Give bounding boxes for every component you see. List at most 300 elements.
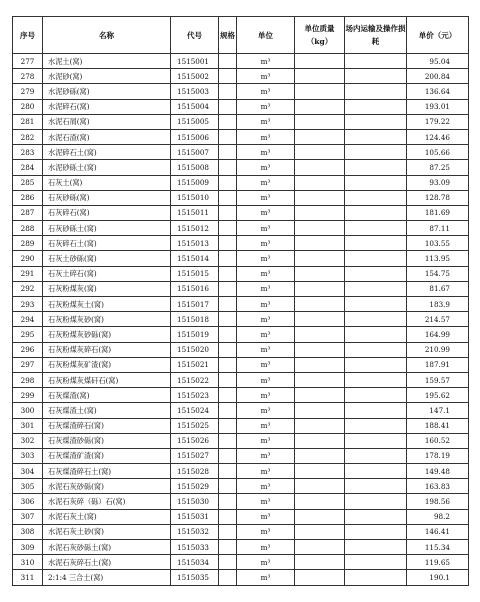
row-code: 1515018: [171, 312, 219, 327]
row-price: 115.34: [407, 540, 469, 555]
row-no: 301: [13, 418, 43, 433]
row-spec: [219, 312, 237, 327]
header-no: 序号: [13, 17, 43, 54]
row-spec: [219, 190, 237, 205]
row-spec: [219, 418, 237, 433]
row-price: 198.56: [407, 494, 469, 509]
row-spec: [219, 205, 237, 220]
row-code: 1515010: [171, 190, 219, 205]
row-name: 石灰土碎石(窝): [43, 266, 171, 281]
row-unit: m³: [237, 570, 295, 585]
row-code: 1515015: [171, 266, 219, 281]
row-code: 1515011: [171, 205, 219, 220]
row-mass: [295, 540, 345, 555]
row-spec: [219, 433, 237, 448]
row-name: 石灰碎石(窝): [43, 205, 171, 220]
row-no: 281: [13, 114, 43, 129]
row-code: 1515013: [171, 236, 219, 251]
row-price: 200.84: [407, 69, 469, 84]
table-row: [13, 524, 469, 539]
row-loss: [345, 297, 407, 312]
row-price: 124.46: [407, 129, 469, 144]
row-no: 310: [13, 555, 43, 570]
row-mass: [295, 357, 345, 372]
header-code: 代号: [171, 17, 219, 54]
row-code: 1515034: [171, 555, 219, 570]
row-no: 278: [13, 69, 43, 84]
row-name: 水泥石灰土砂(窝): [43, 524, 171, 539]
row-loss: [345, 555, 407, 570]
row-spec: [219, 524, 237, 539]
row-code: 1515028: [171, 464, 219, 479]
row-loss: [345, 357, 407, 372]
row-loss: [345, 84, 407, 99]
table-row: [13, 403, 469, 418]
row-no: 298: [13, 372, 43, 387]
row-name: 水泥石灰碎（砾）石(窝): [43, 494, 171, 509]
row-unit: m³: [237, 236, 295, 251]
table-row: [13, 327, 469, 342]
row-name: 石灰煤渣矿渣(窝): [43, 448, 171, 463]
table-row: [13, 129, 469, 144]
table-row: [13, 297, 469, 312]
material-price-table: [12, 16, 469, 586]
row-price: 87.25: [407, 160, 469, 175]
row-no: 287: [13, 205, 43, 220]
row-name: 水泥砂(窝): [43, 69, 171, 84]
row-unit: m³: [237, 555, 295, 570]
row-price: 181.69: [407, 205, 469, 220]
row-mass: [295, 312, 345, 327]
row-name: 石灰粉煤灰煤矸石(窝): [43, 372, 171, 387]
row-name: 石灰土砂砾(窝): [43, 251, 171, 266]
row-mass: [295, 479, 345, 494]
row-unit: m³: [237, 327, 295, 342]
row-no: 304: [13, 464, 43, 479]
row-mass: [295, 99, 345, 114]
row-mass: [295, 69, 345, 84]
table-row: [13, 388, 469, 403]
row-code: 1515023: [171, 388, 219, 403]
row-mass: [295, 418, 345, 433]
header-unit: 单位: [237, 17, 295, 54]
table-row: [13, 555, 469, 570]
table-row: [13, 84, 469, 99]
row-loss: [345, 433, 407, 448]
row-name: 石灰砂砾土(窝): [43, 221, 171, 236]
row-unit: m³: [237, 403, 295, 418]
row-spec: [219, 297, 237, 312]
row-mass: [295, 160, 345, 175]
row-price: 103.55: [407, 236, 469, 251]
row-price: 187.91: [407, 357, 469, 372]
row-unit: m³: [237, 175, 295, 190]
row-loss: [345, 54, 407, 69]
table-row: [13, 418, 469, 433]
row-name: 水泥石屑(窝): [43, 114, 171, 129]
row-no: 286: [13, 190, 43, 205]
row-spec: [219, 327, 237, 342]
row-spec: [219, 570, 237, 585]
row-price: 159.57: [407, 372, 469, 387]
row-name: 石灰粉煤灰砂砾(窝): [43, 327, 171, 342]
row-loss: [345, 540, 407, 555]
row-price: 119.65: [407, 555, 469, 570]
row-price: 163.83: [407, 479, 469, 494]
row-price: 93.09: [407, 175, 469, 190]
row-price: 149.48: [407, 464, 469, 479]
row-no: 297: [13, 357, 43, 372]
row-no: 299: [13, 388, 43, 403]
row-unit: m³: [237, 69, 295, 84]
row-loss: [345, 251, 407, 266]
row-code: 1515017: [171, 297, 219, 312]
row-price: 95.04: [407, 54, 469, 69]
row-mass: [295, 327, 345, 342]
table-row: [13, 190, 469, 205]
row-spec: [219, 99, 237, 114]
row-price: 81.67: [407, 281, 469, 296]
row-unit: m³: [237, 221, 295, 236]
row-code: 1515001: [171, 54, 219, 69]
row-code: 1515019: [171, 327, 219, 342]
row-loss: [345, 129, 407, 144]
row-mass: [295, 403, 345, 418]
row-unit: m³: [237, 479, 295, 494]
row-mass: [295, 221, 345, 236]
row-name: 石灰粉煤灰(窝): [43, 281, 171, 296]
row-name: 石灰煤渣砂砾(窝): [43, 433, 171, 448]
row-unit: m³: [237, 84, 295, 99]
row-no: 277: [13, 54, 43, 69]
row-code: 1515022: [171, 372, 219, 387]
row-name: 水泥碎石土(窝): [43, 145, 171, 160]
table-row: [13, 221, 469, 236]
row-unit: m³: [237, 372, 295, 387]
row-loss: [345, 403, 407, 418]
row-code: 1515012: [171, 221, 219, 236]
row-mass: [295, 570, 345, 585]
row-name: 水泥石灰砂砾(窝): [43, 479, 171, 494]
row-loss: [345, 281, 407, 296]
row-loss: [345, 570, 407, 585]
row-unit: m³: [237, 205, 295, 220]
row-price: 87.11: [407, 221, 469, 236]
row-code: 1515021: [171, 357, 219, 372]
row-mass: [295, 205, 345, 220]
row-spec: [219, 69, 237, 84]
row-code: 1515026: [171, 433, 219, 448]
row-mass: [295, 145, 345, 160]
row-spec: [219, 266, 237, 281]
row-code: 1515035: [171, 570, 219, 585]
row-spec: [219, 509, 237, 524]
row-loss: [345, 509, 407, 524]
row-no: 293: [13, 297, 43, 312]
table-row: [13, 312, 469, 327]
table-row: [13, 433, 469, 448]
row-name: 石灰煤渣土(窝): [43, 403, 171, 418]
row-loss: [345, 418, 407, 433]
row-mass: [295, 555, 345, 570]
header-loss: 场内运输及操作损耗: [345, 17, 407, 54]
row-unit: m³: [237, 190, 295, 205]
table-row: [13, 69, 469, 84]
row-price: 160.52: [407, 433, 469, 448]
row-price: 154.75: [407, 266, 469, 281]
row-no: 288: [13, 221, 43, 236]
row-no: 306: [13, 494, 43, 509]
row-mass: [295, 388, 345, 403]
row-name: 石灰粉煤灰砂(窝): [43, 312, 171, 327]
row-code: 1515007: [171, 145, 219, 160]
row-price: 128.78: [407, 190, 469, 205]
table-row: [13, 266, 469, 281]
row-mass: [295, 342, 345, 357]
row-loss: [345, 205, 407, 220]
row-mass: [295, 251, 345, 266]
row-code: 1515031: [171, 509, 219, 524]
row-spec: [219, 114, 237, 129]
row-price: 178.19: [407, 448, 469, 463]
row-loss: [345, 69, 407, 84]
row-loss: [345, 221, 407, 236]
table-row: [13, 509, 469, 524]
row-no: 282: [13, 129, 43, 144]
row-name: 石灰煤渣(窝): [43, 388, 171, 403]
row-unit: m³: [237, 297, 295, 312]
row-no: 290: [13, 251, 43, 266]
row-no: 305: [13, 479, 43, 494]
row-price: 113.95: [407, 251, 469, 266]
row-price: 193.01: [407, 99, 469, 114]
row-name: 石灰粉煤灰土(窝): [43, 297, 171, 312]
row-price: 136.64: [407, 84, 469, 99]
row-spec: [219, 54, 237, 69]
row-price: 179.22: [407, 114, 469, 129]
table-row: [13, 570, 469, 585]
table-row: [13, 205, 469, 220]
table-row: [13, 99, 469, 114]
row-loss: [345, 388, 407, 403]
table-row: [13, 251, 469, 266]
row-loss: [345, 114, 407, 129]
row-code: 1515003: [171, 84, 219, 99]
row-price: 195.62: [407, 388, 469, 403]
row-no: 303: [13, 448, 43, 463]
row-name: 水泥土(窝): [43, 54, 171, 69]
row-spec: [219, 175, 237, 190]
row-mass: [295, 524, 345, 539]
row-price: 164.99: [407, 327, 469, 342]
row-loss: [345, 160, 407, 175]
table-row: [13, 372, 469, 387]
row-mass: [295, 448, 345, 463]
row-loss: [345, 494, 407, 509]
table-row: [13, 281, 469, 296]
row-loss: [345, 448, 407, 463]
row-no: 291: [13, 266, 43, 281]
row-spec: [219, 160, 237, 175]
row-unit: m³: [237, 509, 295, 524]
row-code: 1515008: [171, 160, 219, 175]
row-code: 1515025: [171, 418, 219, 433]
row-mass: [295, 236, 345, 251]
row-name: 石灰煤渣碎石土(窝): [43, 464, 171, 479]
row-no: 296: [13, 342, 43, 357]
row-name: 石灰煤渣碎石(窝): [43, 418, 171, 433]
row-loss: [345, 312, 407, 327]
row-name: 水泥石渣(窝): [43, 129, 171, 144]
row-mass: [295, 372, 345, 387]
row-name: 水泥石灰土(窝): [43, 509, 171, 524]
row-name: 水泥砂砾(窝): [43, 84, 171, 99]
row-unit: m³: [237, 342, 295, 357]
row-no: 292: [13, 281, 43, 296]
row-loss: [345, 190, 407, 205]
row-unit: m³: [237, 312, 295, 327]
table-row: [13, 479, 469, 494]
row-price: 214.57: [407, 312, 469, 327]
row-name: 水泥砂砾土(窝): [43, 160, 171, 175]
row-spec: [219, 448, 237, 463]
row-mass: [295, 433, 345, 448]
row-no: 308: [13, 524, 43, 539]
row-name: 石灰粉煤灰矿渣(窝): [43, 357, 171, 372]
row-spec: [219, 494, 237, 509]
row-unit: m³: [237, 540, 295, 555]
row-no: 289: [13, 236, 43, 251]
table-row: [13, 342, 469, 357]
row-price: 146.41: [407, 524, 469, 539]
row-code: 1515002: [171, 69, 219, 84]
row-no: 302: [13, 433, 43, 448]
row-loss: [345, 266, 407, 281]
row-name: 水泥石灰砂砾土(窝): [43, 540, 171, 555]
row-no: 280: [13, 99, 43, 114]
header-mass: 单位质量（kg）: [295, 17, 345, 54]
row-spec: [219, 388, 237, 403]
row-price: 188.41: [407, 418, 469, 433]
row-unit: m³: [237, 129, 295, 144]
row-loss: [345, 145, 407, 160]
row-code: 1515006: [171, 129, 219, 144]
row-loss: [345, 327, 407, 342]
table-row: [13, 175, 469, 190]
row-spec: [219, 281, 237, 296]
row-unit: m³: [237, 266, 295, 281]
row-no: 284: [13, 160, 43, 175]
row-loss: [345, 236, 407, 251]
row-code: 1515024: [171, 403, 219, 418]
row-mass: [295, 114, 345, 129]
row-unit: m³: [237, 160, 295, 175]
row-name: 水泥碎石(窝): [43, 99, 171, 114]
row-code: 1515005: [171, 114, 219, 129]
row-no: 285: [13, 175, 43, 190]
row-mass: [295, 54, 345, 69]
row-unit: m³: [237, 524, 295, 539]
row-no: 279: [13, 84, 43, 99]
row-mass: [295, 190, 345, 205]
row-spec: [219, 84, 237, 99]
row-mass: [295, 509, 345, 524]
table-row: [13, 494, 469, 509]
row-price: 98.2: [407, 509, 469, 524]
row-spec: [219, 479, 237, 494]
row-code: 1515020: [171, 342, 219, 357]
row-unit: m³: [237, 357, 295, 372]
row-code: 1515016: [171, 281, 219, 296]
row-mass: [295, 464, 345, 479]
row-name: 石灰粉煤灰碎石(窝): [43, 342, 171, 357]
row-code: 1515033: [171, 540, 219, 555]
row-mass: [295, 175, 345, 190]
table-row: [13, 114, 469, 129]
table-row: [13, 464, 469, 479]
row-no: 311: [13, 570, 43, 585]
row-mass: [295, 84, 345, 99]
row-unit: m³: [237, 54, 295, 69]
row-name: 水泥石灰碎石土(窝): [43, 555, 171, 570]
row-name: 2:1:4 三合土(窝): [43, 570, 171, 585]
row-loss: [345, 479, 407, 494]
row-code: 1515009: [171, 175, 219, 190]
row-no: 283: [13, 145, 43, 160]
row-unit: m³: [237, 145, 295, 160]
row-mass: [295, 266, 345, 281]
row-spec: [219, 357, 237, 372]
table-header-row: [13, 17, 469, 54]
row-code: 1515032: [171, 524, 219, 539]
row-unit: m³: [237, 448, 295, 463]
row-unit: m³: [237, 388, 295, 403]
row-no: 294: [13, 312, 43, 327]
row-name: 石灰砂砾(窝): [43, 190, 171, 205]
row-unit: m³: [237, 251, 295, 266]
row-unit: m³: [237, 464, 295, 479]
header-name: 名称: [43, 17, 171, 54]
row-spec: [219, 555, 237, 570]
row-spec: [219, 129, 237, 144]
row-no: 300: [13, 403, 43, 418]
row-no: 307: [13, 509, 43, 524]
row-unit: m³: [237, 418, 295, 433]
row-spec: [219, 464, 237, 479]
row-code: 1515030: [171, 494, 219, 509]
row-code: 1515029: [171, 479, 219, 494]
row-loss: [345, 524, 407, 539]
row-name: 石灰碎石土(窝): [43, 236, 171, 251]
row-price: 147.1: [407, 403, 469, 418]
row-code: 1515014: [171, 251, 219, 266]
header-spec: 规格: [219, 17, 237, 54]
row-spec: [219, 236, 237, 251]
row-spec: [219, 342, 237, 357]
row-no: 309: [13, 540, 43, 555]
row-mass: [295, 297, 345, 312]
row-spec: [219, 372, 237, 387]
row-unit: m³: [237, 433, 295, 448]
row-spec: [219, 403, 237, 418]
table-row: [13, 357, 469, 372]
row-loss: [345, 175, 407, 190]
row-unit: m³: [237, 114, 295, 129]
row-spec: [219, 145, 237, 160]
table-row: [13, 236, 469, 251]
table-row: [13, 145, 469, 160]
row-spec: [219, 251, 237, 266]
